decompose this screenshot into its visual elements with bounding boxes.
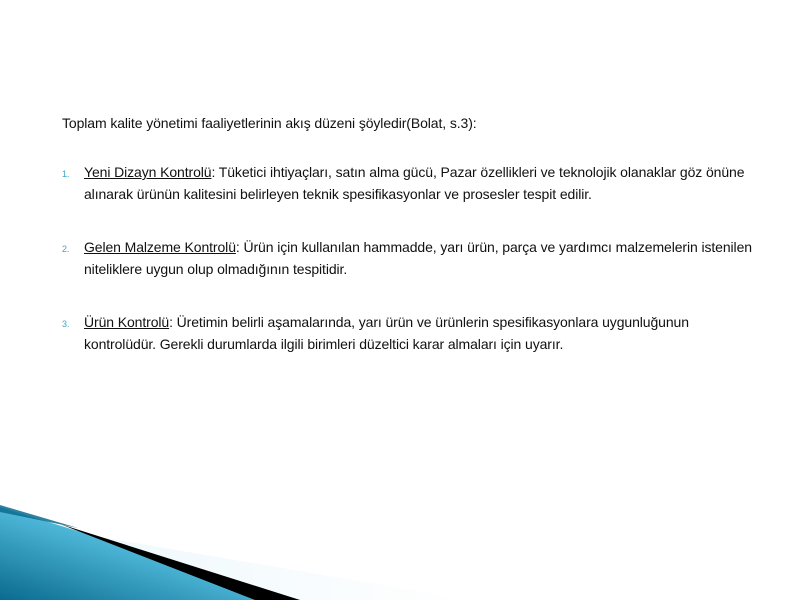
list-term: Yeni Dizayn Kontrolü bbox=[84, 164, 212, 180]
list-term: Ürün Kontrolü bbox=[84, 314, 170, 330]
list-number: 1. bbox=[62, 169, 70, 179]
list-term: Gelen Malzeme Kontrolü bbox=[84, 239, 236, 255]
list-description: : Üretimin belirli aşamalarında, yarı ürün ve ürünlerin spesifikasyonlara uygunluğunun kontrolüdür. Gerekli durumlarda ilgili birimleri düzeltici karar almaları için uyarır. bbox=[84, 314, 689, 352]
list-number: 3. bbox=[62, 319, 70, 329]
intro-text: Toplam kalite yönetimi faaliyetlerinin akış düzeni şöyledir(Bolat, s.3): bbox=[62, 115, 477, 131]
list-number: 2. bbox=[62, 244, 70, 254]
list-description: : Tüketici ihtiyaçları, satın alma gücü, Pazar özellikleri ve teknolojik olanaklar göz önüne alınarak ürünün kalitesini belirleyen teknik spesifikasyonlar ve prosesler tespit edilir. bbox=[84, 164, 745, 202]
list-description: : Ürün için kullanılan hammadde, yarı ürün, parça ve yardımcı malzemelerin istenilen niteliklere uygun olup olmadığının tespitidir. bbox=[84, 239, 752, 277]
